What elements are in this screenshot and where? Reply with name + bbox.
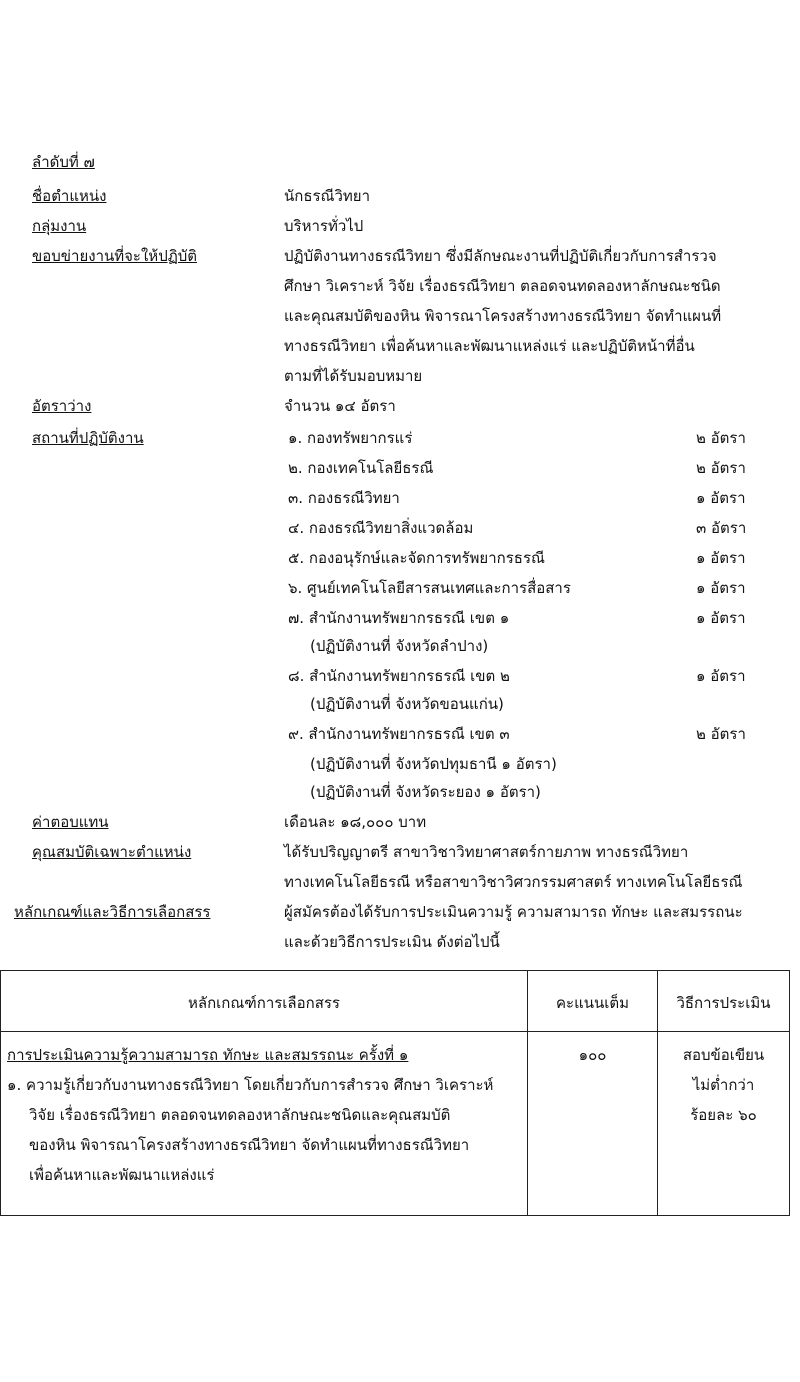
table-header: คะแนนเต็ม [555, 994, 630, 1012]
workplace-qty: ๑ อัตรา [696, 667, 746, 685]
workplace-item: ๘. สำนักงานทรัพยากรธรณี เขต ๒ [288, 667, 510, 685]
criteria-label: หลักเกณฑ์และวิธีการเลือกสรร [14, 903, 211, 921]
workplace-item: ๗. สำนักงานทรัพยากรธรณี เขต ๑ [288, 609, 510, 627]
criteria-line: ผู้สมัครต้องได้รับการประเมินความรู้ ความสามารถ ทักษะ และสมรรถนะ [284, 903, 743, 921]
salary-label: ค่าตอบแทน [32, 813, 109, 831]
salary-row [0, 810, 800, 840]
workplace-item: ๒. กองเทคโนโลยีธรณี [288, 459, 434, 477]
scope-line: ปฏิบัติงานทางธรณีวิทยา ซึ่งมีลักษณะงานที่ปฏิบัติเกี่ยวกับการสำรวจ [284, 247, 717, 265]
workplace-sub: (ปฏิบัติงานที่ จังหวัดปทุมธานี ๑ อัตรา) [310, 755, 557, 773]
table-method-line: ร้อยละ ๖๐ [690, 1106, 757, 1124]
workplace-qty: ๑ อัตรา [696, 549, 746, 567]
vacancy-label: อัตราว่าง [32, 397, 92, 415]
workplace-item: ๓. กองธรณีวิทยา [288, 489, 400, 507]
criteria-table [0, 970, 790, 1216]
workplace-item: ๕. กองอนุรักษ์และจัดการทรัพยากรธรณี [288, 549, 545, 567]
workplace-qty: ๑ อัตรา [696, 609, 746, 627]
scope-line: ศึกษา วิเคราะห์ วิจัย เรื่องธรณีวิทยา ตลอดจนทดลองหาลักษณะชนิด [284, 277, 721, 295]
workplace-sub: (ปฏิบัติงานที่ จังหวัดลำปาง) [310, 637, 489, 655]
scope-label: ขอบข่ายงานที่จะให้ปฏิบัติ [32, 247, 198, 265]
position-value: นักธรณีวิทยา [284, 187, 370, 205]
group-label: กลุ่มงาน [32, 217, 87, 235]
position-label: ชื่อตำแหน่ง [32, 187, 107, 205]
workplace-qty: ๑ อัตรา [696, 489, 746, 507]
workplace-item: ๑. กองทรัพยากรแร่ [288, 429, 413, 447]
table-section-title: การประเมินความรู้ความสามารถ ทักษะ และสมรรถนะ ครั้งที่ ๑ [7, 1046, 409, 1064]
criteria-line: และด้วยวิธีการประเมิน ดังต่อไปนี้ [284, 933, 500, 951]
group-row [0, 214, 800, 244]
order-row [0, 150, 800, 180]
qualification-label: คุณสมบัติเฉพาะตำแหน่ง [32, 843, 192, 861]
workplace-qty: ๑ อัตรา [696, 579, 746, 597]
workplace-qty: ๒ อัตรา [696, 429, 746, 447]
workplace-item: ๙. สำนักงานทรัพยากรธรณี เขต ๓ [288, 725, 510, 743]
qualification-line: ได้รับปริญญาตรี สาขาวิชาวิทยาศาสตร์กายภาพ ทางธรณีวิทยา [284, 843, 689, 861]
table-header: หลักเกณฑ์การเลือกสรร [188, 994, 340, 1012]
workplace-sub: (ปฏิบัติงานที่ จังหวัดระยอง ๑ อัตรา) [310, 783, 541, 801]
workplace-item: ๔. กองธรณีวิทยาสิ่งแวดล้อม [288, 519, 474, 537]
vacancy-value: จำนวน ๑๔ อัตรา [284, 397, 396, 415]
table-score: ๑๐๐ [578, 1046, 607, 1064]
workplace-qty: ๓ อัตรา [696, 519, 747, 537]
order-label: ลำดับที่ ๗ [32, 153, 95, 171]
group-value: บริหารทั่วไป [284, 217, 364, 235]
table-item-line: ของหิน พิจารณาโครงสร้างทางธรณีวิทยา จัดทำแผนที่ทางธรณีวิทยา [29, 1136, 470, 1154]
workplace-label: สถานที่ปฏิบัติงาน [32, 429, 144, 447]
table-item-line: เพื่อค้นหาและพัฒนาแหล่งแร่ [29, 1166, 215, 1184]
table-item-line: วิจัย เรื่องธรณีวิทยา ตลอดจนทดลองหาลักษณะชนิดและคุณสมบัติ [29, 1106, 451, 1124]
scope-line: และคุณสมบัติของหิน พิจารณาโครงสร้างทางธรณีวิทยา จัดทำแผนที่ [284, 307, 722, 325]
workplace-qty: ๒ อัตรา [696, 459, 746, 477]
qualification-line: ทางเทคโนโลยีธรณี หรือสาขาวิชาวิศวกรรมศาสตร์ ทางเทคโนโลยีธรณี [284, 873, 743, 891]
table-method-line: สอบข้อเขียน [682, 1046, 765, 1064]
scope-line: ตามที่ได้รับมอบหมาย [284, 367, 423, 385]
table-header-divider [1, 1031, 789, 1032]
vacancy-row [0, 394, 800, 424]
position-row [0, 184, 800, 214]
table-header: วิธีการประเมิน [676, 994, 771, 1012]
workplace-qty: ๒ อัตรา [696, 725, 746, 743]
scope-line: ทางธรณีวิทยา เพื่อค้นหาและพัฒนาแหล่งแร่ และปฏิบัติหน้าที่อื่น [284, 337, 695, 355]
table-method-line: ไม่ต่ำกว่า [692, 1076, 755, 1094]
salary-value: เดือนละ ๑๘,๐๐๐ บาท [284, 813, 427, 831]
workplace-item: ๖. ศูนย์เทคโนโลยีสารสนเทศและการสื่อสาร [288, 579, 571, 597]
workplace-sub: (ปฏิบัติงานที่ จังหวัดขอนแก่น) [310, 695, 504, 713]
table-item-line: ๑. ความรู้เกี่ยวกับงานทางธรณีวิทยา โดยเกี่ยวกับการสำรวจ ศึกษา วิเคราะห์ [7, 1076, 494, 1094]
